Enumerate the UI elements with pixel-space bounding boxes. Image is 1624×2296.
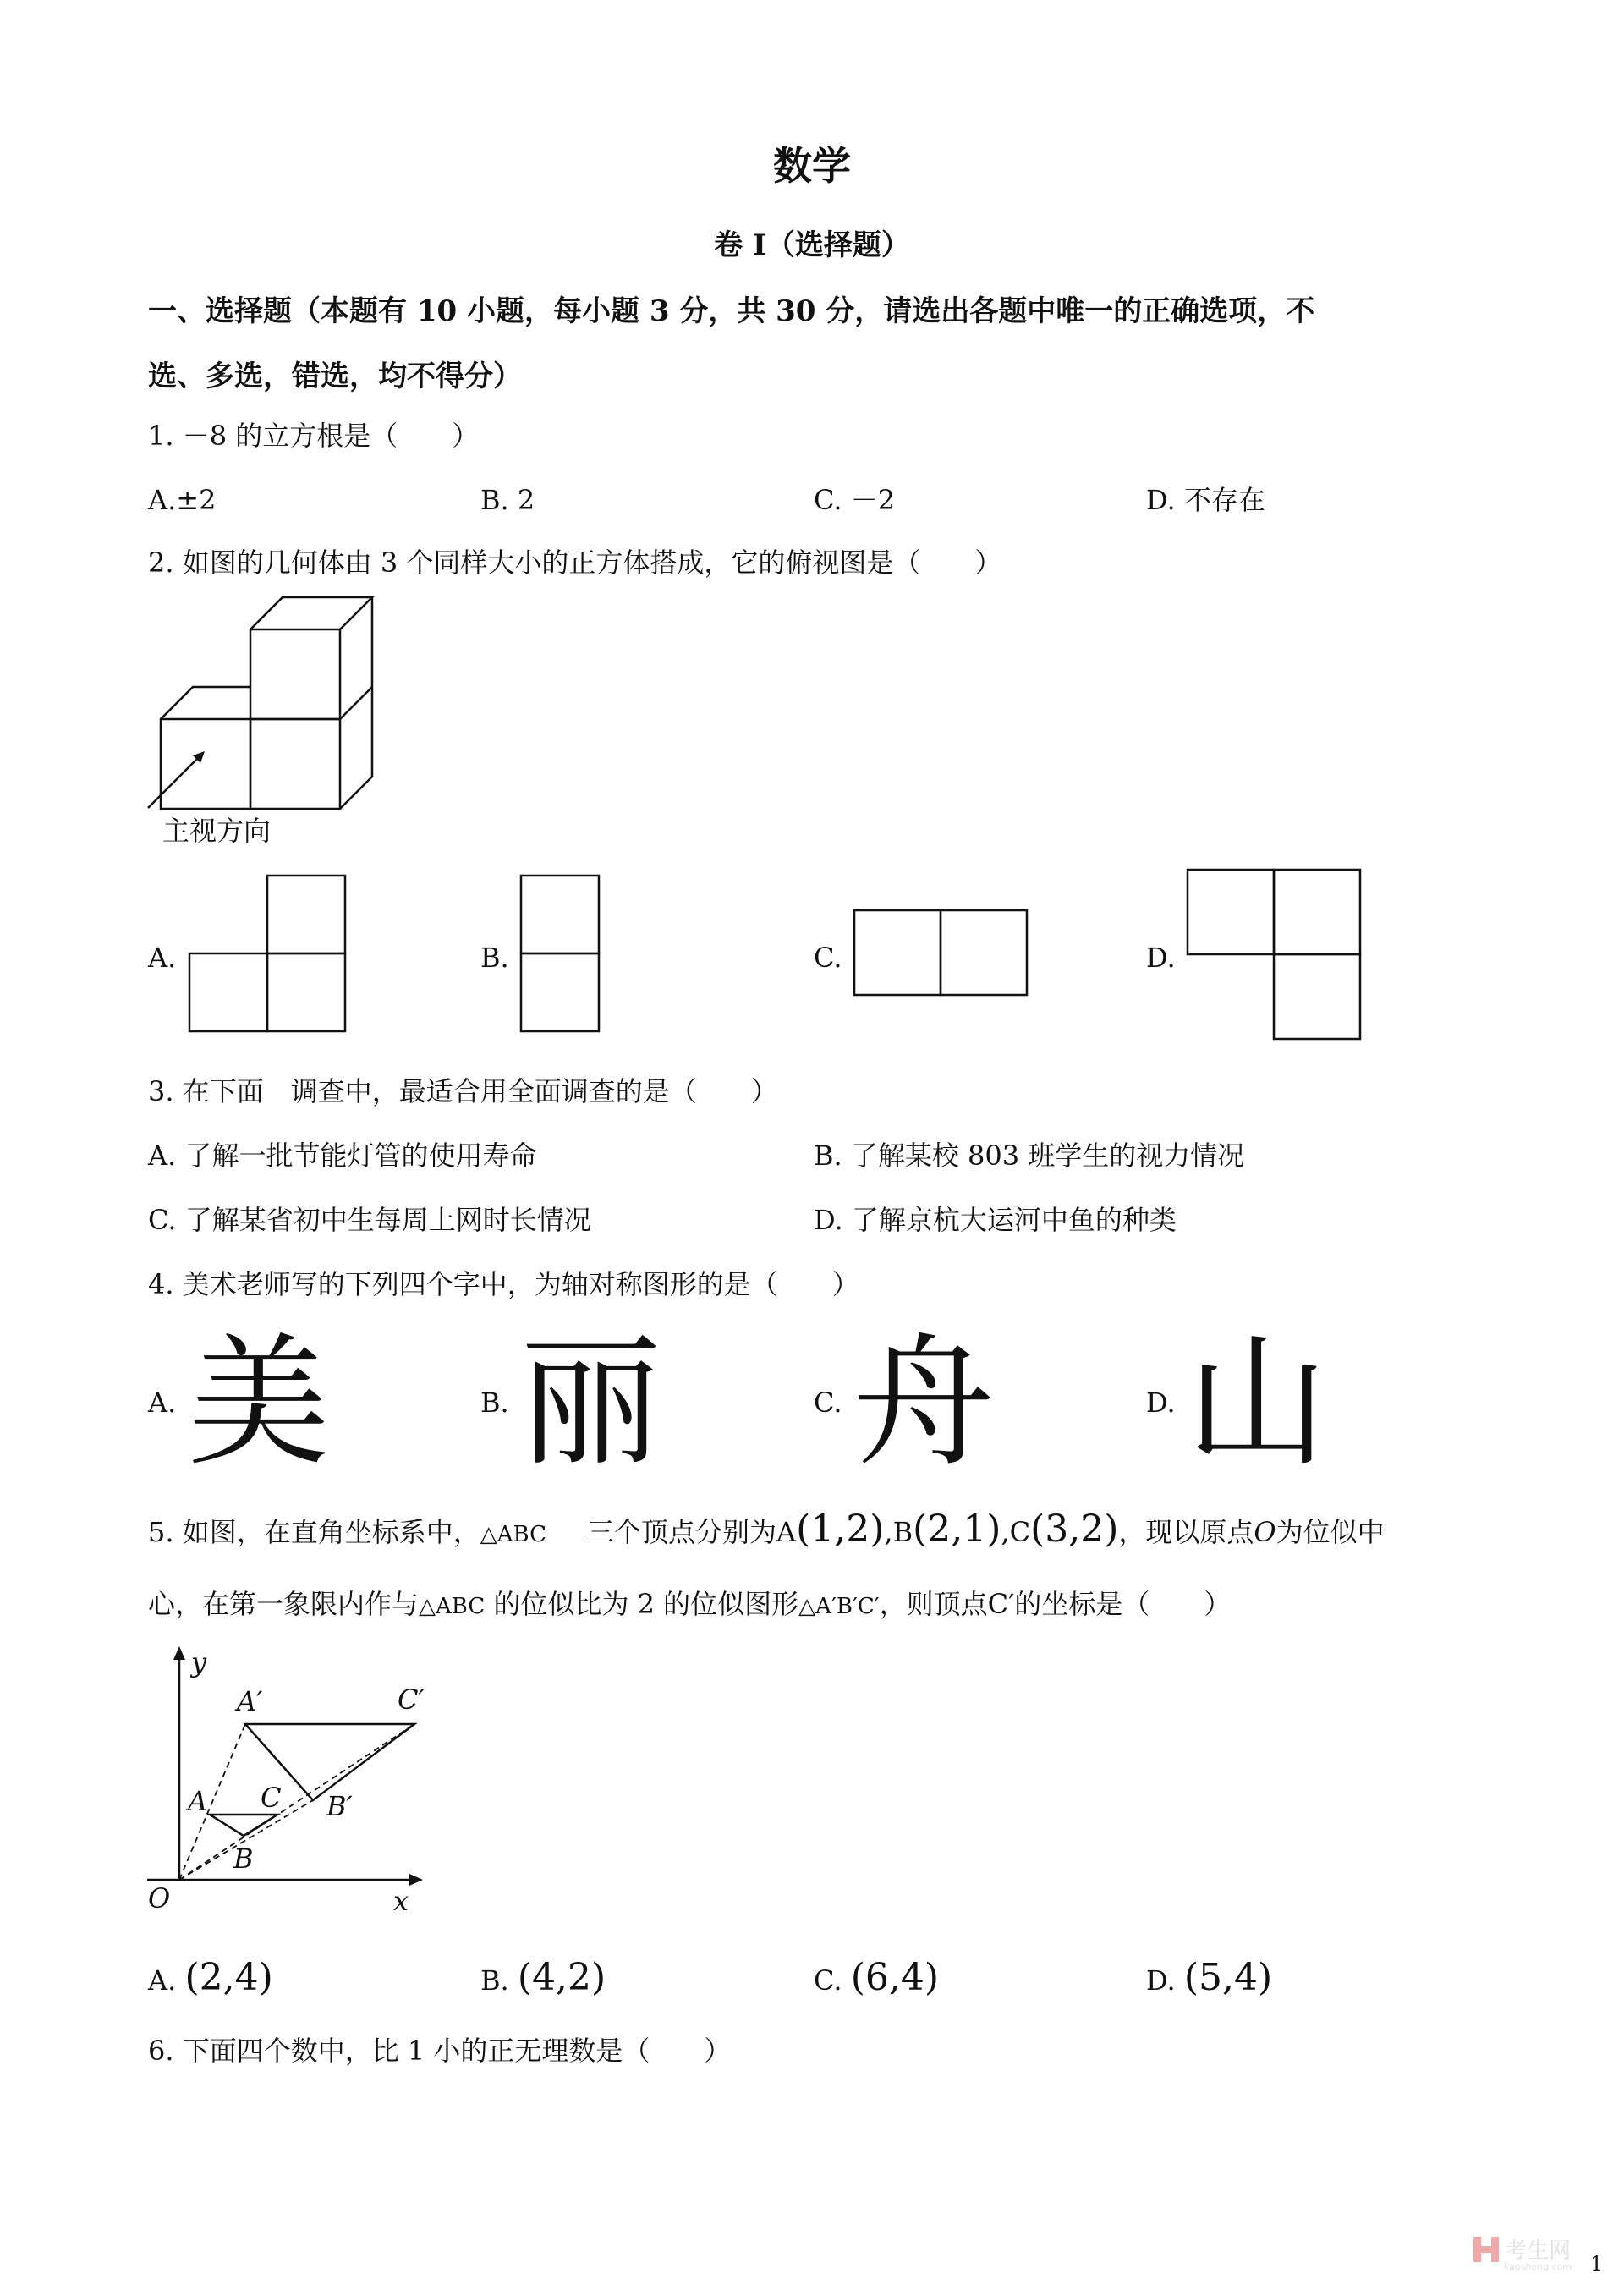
point-b: B: [892, 1516, 914, 1548]
y-axis-label: y: [191, 1646, 207, 1678]
q4-stem: 4. 美术老师写的下列四个字中，为轴对称图形的是（ ）: [148, 1268, 859, 1300]
coord-c: (3,2): [1030, 1508, 1119, 1551]
coord-b: (2,1): [913, 1508, 1001, 1551]
coord-a: (1,2): [796, 1508, 885, 1551]
option-text: (2,4): [184, 1956, 273, 1999]
option-text: (6,4): [850, 1956, 939, 1999]
q5-text: 5. 如图，在直角坐标系中，: [148, 1516, 480, 1548]
q4-option-c-label[interactable]: C.: [814, 1387, 842, 1419]
q2-option-c-label[interactable]: C.: [814, 942, 842, 974]
q5-stem-line1: 5. 如图，在直角坐标系中，△ABC 三个顶点分别为A(1,2),B(2,1),C(3,2)，现以原点O为位似中: [148, 1508, 1385, 1551]
q4-option-c-glyph[interactable]: 舟: [853, 1320, 995, 1486]
option-label: A.: [148, 484, 177, 516]
q5-option-a[interactable]: [148, 1956, 273, 1999]
q3-stem: 3. 在下面 调查中，最适合用全面调查的是（ ）: [148, 1075, 778, 1107]
q5-stem-line2: [148, 1587, 1231, 1623]
q4-option-b-glyph[interactable]: 丽: [519, 1320, 661, 1486]
q2-option-a-label[interactable]: A.: [148, 942, 177, 974]
option-text: (5,4): [1183, 1956, 1273, 1999]
option-label: D.: [1146, 1964, 1176, 1997]
option-label: B.: [480, 1964, 509, 1997]
option-label: D.: [1146, 484, 1176, 516]
q2-stem: 2. 如图的几何体由 3 个同样大小的正方体搭成，它的俯视图是（ ）: [148, 547, 1002, 579]
q5-text: 为位似中: [1276, 1516, 1385, 1548]
page-number: 1: [1590, 2252, 1604, 2276]
q6-stem: 6. 下面四个数中，比 1 小的正无理数是（ ）: [148, 2035, 732, 2067]
q5-text: ，现以原点: [1118, 1516, 1254, 1548]
watermark-logo: [1472, 2233, 1572, 2272]
q2-option-b-figure[interactable]: [519, 873, 602, 1034]
option-label: A.: [148, 1140, 177, 1172]
view-direction-arrow: [148, 755, 201, 808]
q4-option-d-label[interactable]: D.: [1146, 1387, 1176, 1419]
q2-option-d-figure[interactable]: [1186, 867, 1365, 1041]
option-text: ±2: [176, 484, 217, 516]
option-label: C.: [814, 484, 842, 516]
option-text: 了解一批节能灯管的使用寿命: [184, 1140, 537, 1172]
point-b-label: B: [233, 1843, 254, 1875]
q2-figure-caption: 主视方向: [162, 815, 272, 847]
q5-option-c[interactable]: [814, 1956, 939, 1999]
option-label: A.: [148, 1964, 177, 1997]
point-a-prime-label: A′: [237, 1685, 263, 1717]
q1-option-c[interactable]: [814, 483, 895, 517]
option-text: 了解某省初中生每周上网时长情况: [184, 1204, 591, 1236]
option-label: C.: [814, 1964, 842, 1997]
triangle-abc: △ABC: [419, 1594, 486, 1619]
option-text: 了解京杭大运河中鱼的种类: [851, 1204, 1177, 1236]
point-c-prime: C′: [987, 1588, 1015, 1620]
option-text: 不存在: [1183, 484, 1265, 516]
triangle-a2b2c2: △A′B′C′: [798, 1594, 880, 1619]
q5-text: 三个顶点分别为: [586, 1516, 776, 1548]
q4-option-d-glyph[interactable]: 山: [1186, 1320, 1328, 1486]
q5-option-d[interactable]: [1146, 1956, 1273, 1999]
q5-coordinate-figure: [135, 1641, 440, 1929]
point-a-label: A: [188, 1785, 208, 1817]
q1-stem: 1. －8 的立方根是（ ）: [148, 420, 480, 452]
q2-option-c-figure[interactable]: [853, 909, 1030, 998]
watermark-brand: 考生网: [1505, 2238, 1572, 2264]
exam-part-title: 卷 I（选择题）: [714, 228, 910, 262]
q3-option-b[interactable]: [814, 1139, 1244, 1173]
x-axis-label: x: [393, 1885, 409, 1917]
origin-label: O: [148, 1882, 171, 1914]
q4-option-a-glyph[interactable]: 美: [188, 1320, 330, 1486]
q5-text: 的坐标是（ ）: [1014, 1588, 1232, 1620]
q3-option-d[interactable]: [814, 1203, 1177, 1237]
q2-option-a-figure[interactable]: [188, 873, 354, 1034]
q3-option-a[interactable]: [148, 1139, 536, 1173]
point-c-label: C: [261, 1782, 282, 1814]
option-label: D.: [814, 1204, 843, 1236]
q5-option-b[interactable]: [480, 1956, 606, 1999]
q2-option-d-label[interactable]: D.: [1146, 942, 1176, 974]
origin-o: O: [1254, 1516, 1276, 1548]
point-b-prime-label: B′: [326, 1790, 353, 1822]
option-text: 2: [517, 484, 535, 516]
option-text: 了解某校 803 班学生的视力情况: [850, 1140, 1245, 1172]
q1-option-d[interactable]: [1146, 483, 1265, 517]
option-text: －2: [850, 484, 896, 516]
q1-option-a[interactable]: [148, 483, 216, 517]
q5-text: ，则顶点: [879, 1588, 988, 1620]
point-c-prime-label: C′: [398, 1684, 425, 1716]
option-label: B.: [814, 1140, 842, 1172]
q4-option-b-label[interactable]: B.: [480, 1387, 509, 1419]
option-label: B.: [480, 484, 509, 516]
point-c: C: [1009, 1516, 1031, 1548]
point-a: A: [776, 1516, 797, 1548]
triangle-abc: △ABC: [480, 1522, 546, 1547]
triangle-abc-shape: [210, 1815, 277, 1836]
q4-option-a-label[interactable]: A.: [148, 1387, 177, 1419]
q5-text: 的位似比为 2 的位似图形: [493, 1588, 799, 1620]
watermark-url: kaosheng.com: [1504, 2261, 1572, 2272]
option-text: (4,2): [517, 1956, 606, 1999]
page-title: 数学: [773, 143, 851, 189]
watermark-h-icon: [1472, 2235, 1501, 2264]
q3-option-c[interactable]: [148, 1203, 591, 1237]
section-heading-line1: 一、选择题（本题有 10 小题，每小题 3 分，共 30 分，请选出各题中唯一的正确选项，不: [148, 294, 1315, 328]
q2-option-b-label[interactable]: B.: [480, 942, 509, 974]
option-label: C.: [148, 1204, 177, 1236]
q1-option-b[interactable]: [480, 483, 535, 517]
q5-text: 心，在第一象限内作与: [148, 1588, 420, 1620]
section-heading-line2: 选、多选，错选，均不得分）: [148, 360, 522, 393]
